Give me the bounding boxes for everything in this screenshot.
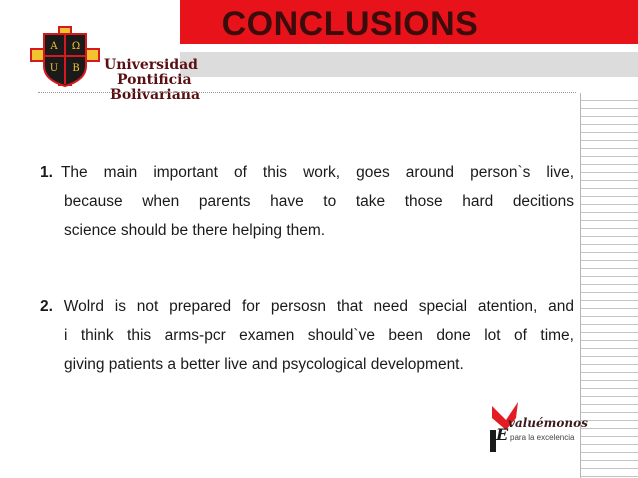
conclusion-line (40, 158, 574, 187)
conclusion-number: 1. (40, 164, 53, 181)
university-logo (30, 22, 201, 103)
conclusion-number: 2. (40, 298, 53, 315)
crest-letter: A (50, 41, 58, 52)
conclusion-line: i think this arms-pcr examen should`ve been done lot of time, (64, 327, 574, 344)
university-name (104, 58, 200, 103)
dotted-divider (38, 92, 576, 93)
conclusion-item-1 (40, 158, 574, 245)
lined-side-panel (580, 93, 638, 478)
evaluemonos-logo (488, 400, 588, 454)
conclusion-text: The main important of this work, goes around person`s live, (60, 164, 574, 181)
conclusion-text: Wolrd is not prepared for persosn that need special atention, and (63, 298, 574, 315)
conclusion-line: science should be there helping them. (64, 222, 326, 239)
header-gray-bar (180, 52, 638, 77)
university-crest-icon (30, 26, 100, 90)
conclusion-line: giving patients a better live and psycological development. (64, 356, 464, 373)
svg-text:E: E (496, 425, 509, 444)
university-name-line1: Universidad (104, 57, 198, 73)
conclusion-item-2 (40, 292, 574, 379)
conclusion-line: because when parents have to take those hard decitions (64, 193, 574, 210)
evaluemonos-tagline: para la excelencia (510, 433, 575, 442)
crest-letter: U (49, 63, 59, 74)
evaluemonos-brand: valuémonos (508, 416, 588, 430)
university-name-line3: Bolivariana (110, 87, 201, 103)
university-name-line2: Pontificia (117, 72, 192, 88)
crest-letter: B (72, 63, 80, 74)
slide-title: CONCLUSIONS (221, 5, 479, 43)
crest-letter: Ω (71, 41, 81, 52)
conclusion-line (40, 292, 574, 321)
